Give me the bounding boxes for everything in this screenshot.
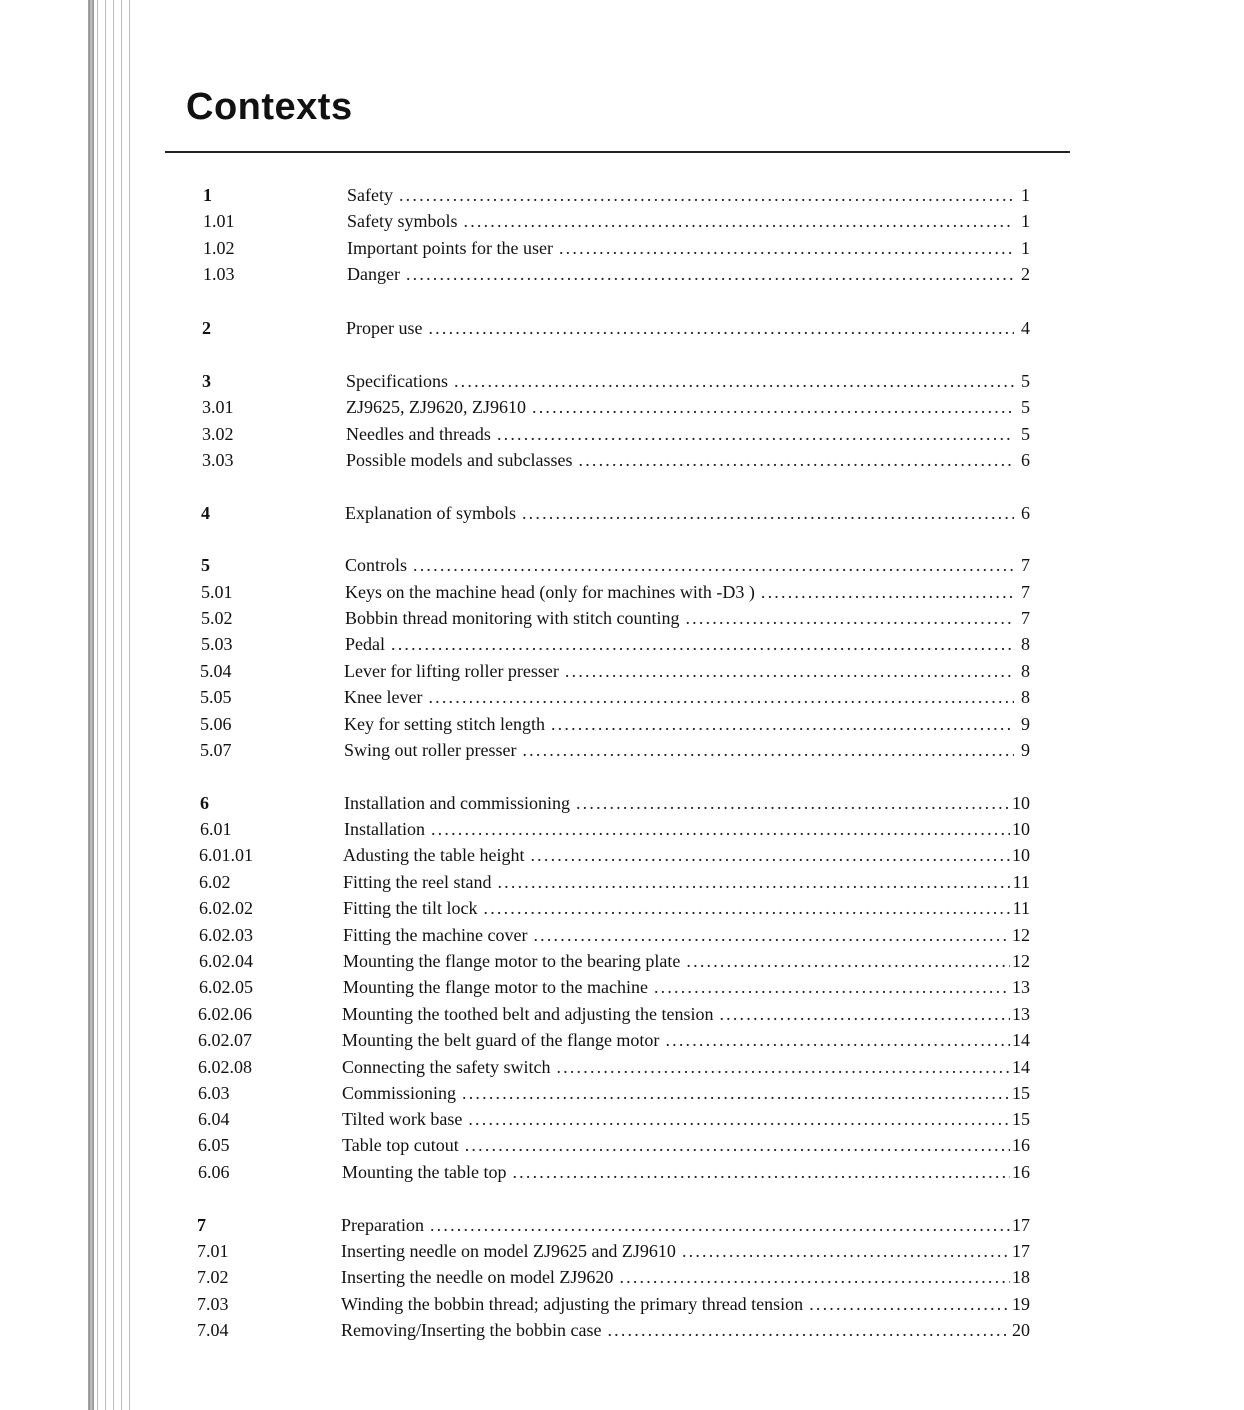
toc-page-number: 6: [1021, 503, 1030, 523]
dot-leader: [431, 817, 1010, 841]
toc-section-number: 5.06: [200, 714, 232, 734]
toc-entry: [199, 896, 1030, 920]
toc-page-number: 15: [1012, 1109, 1030, 1129]
toc-section-number: 2: [202, 318, 211, 338]
toc-section-title: Mounting the toothed belt and adjusting the tension: [342, 1004, 714, 1024]
toc-entry: [199, 975, 1030, 999]
toc-section-title: Possible models and subclasses: [346, 450, 573, 470]
toc-entry: [197, 1292, 1030, 1316]
dot-leader: [454, 369, 1014, 393]
toc-section-number: 5.01: [201, 582, 233, 602]
toc-section-title: Tilted work base: [342, 1109, 463, 1129]
dot-leader: [579, 448, 1015, 472]
dot-leader: [532, 395, 1014, 419]
toc-section-number: 7.03: [197, 1294, 229, 1314]
toc-section-title: Explanation of symbols: [345, 503, 516, 523]
toc-entry: [200, 712, 1030, 736]
dot-leader: [428, 685, 1014, 709]
toc-section-title: Connecting the safety switch: [342, 1057, 551, 1077]
dot-leader: [619, 1265, 1010, 1289]
toc-section-title: Adusting the table height: [343, 845, 525, 865]
dot-leader: [719, 1002, 1010, 1026]
toc-entry: [197, 1265, 1030, 1289]
toc-entry: [197, 1213, 1030, 1237]
toc-entry: [202, 422, 1030, 446]
toc-page-number: 8: [1021, 634, 1030, 654]
dot-leader: [809, 1292, 1010, 1316]
toc-section-number: 7.04: [197, 1320, 229, 1340]
toc-section-number: 5.02: [201, 608, 233, 628]
toc-section-number: 6.02.02: [199, 898, 253, 918]
toc-page-number: 19: [1012, 1294, 1030, 1314]
dot-leader: [686, 949, 1010, 973]
toc-section-number: 6.03: [198, 1083, 230, 1103]
toc-section-number: 3.01: [202, 397, 234, 417]
toc-page-number: 5: [1021, 397, 1030, 417]
toc-section-title: Removing/Inserting the bobbin case: [341, 1320, 602, 1340]
toc-entry: [201, 501, 1030, 525]
toc-section-number: 3: [202, 371, 211, 391]
toc-section-title: Lever for lifting roller presser: [344, 661, 559, 681]
toc-page-number: 13: [1012, 1004, 1030, 1024]
toc-entry: [198, 1055, 1030, 1079]
toc-page-number: 20: [1012, 1320, 1030, 1340]
toc-section-title: Specifications: [346, 371, 448, 391]
toc-page-number: 1: [1021, 211, 1030, 231]
toc-section-title: Danger: [347, 264, 400, 284]
toc-page-number: 2: [1021, 264, 1030, 284]
toc-page-number: 18: [1012, 1267, 1030, 1287]
page-title: Contexts: [186, 86, 353, 128]
dot-leader: [685, 606, 1014, 630]
toc-section-title: Pedal: [345, 634, 385, 654]
toc-page-number: 11: [1012, 872, 1030, 892]
toc-section-number: 4: [201, 503, 210, 523]
toc-section-number: 6.05: [198, 1135, 230, 1155]
toc-entry: [200, 791, 1030, 815]
toc-section-number: 6.02.03: [199, 925, 253, 945]
toc-page-number: 5: [1021, 424, 1030, 444]
toc-entry: [198, 1028, 1030, 1052]
toc-section-number: 1.01: [203, 211, 235, 231]
dot-leader: [462, 1081, 1010, 1105]
dot-leader: [761, 580, 1014, 604]
toc-entry: [201, 632, 1030, 656]
toc-entry: [203, 236, 1030, 260]
toc-section-number: 1: [203, 185, 212, 205]
toc-section-title: Safety: [347, 185, 393, 205]
toc-section-number: 3.02: [202, 424, 234, 444]
toc-entry: [202, 448, 1030, 472]
toc-page-number: 10: [1012, 819, 1030, 839]
toc-section-number: 5.03: [201, 634, 233, 654]
toc-entry: [198, 1160, 1030, 1184]
toc-section-title: Knee lever: [344, 687, 423, 707]
toc-entry: [201, 606, 1030, 630]
dot-leader: [530, 843, 1010, 867]
toc-entry: [202, 369, 1030, 393]
toc-page-number: 12: [1012, 951, 1030, 971]
dot-leader: [607, 1318, 1010, 1342]
toc-section-title: Keys on the machine head (only for machines with -D3 ): [345, 582, 755, 602]
toc-section-title: Preparation: [341, 1215, 424, 1235]
toc-section-title: Mounting the belt guard of the flange motor: [342, 1030, 660, 1050]
toc-section-number: 6.02.07: [198, 1030, 252, 1050]
toc-page-number: 7: [1021, 555, 1030, 575]
toc-entry: [203, 183, 1030, 207]
toc-entry: [200, 659, 1030, 683]
toc-section-title: Inserting the needle on model ZJ9620: [341, 1267, 614, 1287]
toc-entry: [198, 1133, 1030, 1157]
toc-section-number: 6.01: [200, 819, 232, 839]
toc-section-title: Mounting the flange motor to the machine: [343, 977, 648, 997]
toc-section-number: 5.04: [200, 661, 232, 681]
toc-page-number: 10: [1012, 793, 1030, 813]
dot-leader: [654, 975, 1010, 999]
toc-section-title: Swing out roller presser: [344, 740, 517, 760]
toc-page-number: 11: [1012, 898, 1030, 918]
toc-section-title: Installation: [344, 819, 425, 839]
toc-page-number: 5: [1021, 371, 1030, 391]
toc-entry: [202, 316, 1030, 340]
dot-leader: [468, 1107, 1010, 1131]
toc-page-number: 16: [1012, 1135, 1030, 1155]
toc-entry: [199, 843, 1030, 867]
dot-leader: [551, 712, 1014, 736]
dot-leader: [565, 659, 1014, 683]
toc-section-number: 5: [201, 555, 210, 575]
dot-leader: [428, 316, 1014, 340]
toc-section-number: 1.02: [203, 238, 235, 258]
toc-section-number: 5.05: [200, 687, 232, 707]
toc-page-number: 8: [1021, 661, 1030, 681]
toc-page-number: 14: [1012, 1057, 1030, 1077]
toc-section-number: 6: [200, 793, 209, 813]
dot-leader: [576, 791, 1010, 815]
toc-entry: [200, 738, 1030, 762]
toc-section-number: 6.04: [198, 1109, 230, 1129]
dot-leader: [522, 738, 1014, 762]
dot-leader: [430, 1213, 1010, 1237]
dot-leader: [391, 632, 1014, 656]
dot-leader: [556, 1055, 1010, 1079]
toc-section-title: Commissioning: [342, 1083, 457, 1103]
toc-section-title: Installation and commissioning: [344, 793, 570, 813]
toc-section-title: Winding the bobbin thread; adjusting the primary thread tension: [341, 1294, 804, 1314]
toc-entry: [197, 1318, 1030, 1342]
toc-section-number: 6.02.08: [198, 1057, 252, 1077]
toc-section-title: Inserting needle on model ZJ9625 and ZJ9610: [341, 1241, 676, 1261]
toc-section-number: 6.02.05: [199, 977, 253, 997]
toc-page-number: 1: [1021, 238, 1030, 258]
toc-page-number: 17: [1012, 1215, 1030, 1235]
toc-section-title: Controls: [345, 555, 408, 575]
dot-leader: [522, 501, 1014, 525]
dot-leader: [484, 896, 1011, 920]
toc-page-number: 4: [1021, 318, 1030, 338]
toc-entry: [201, 553, 1030, 577]
toc-page-number: 16: [1012, 1162, 1030, 1182]
toc-page-number: 14: [1012, 1030, 1030, 1050]
toc-entry: [203, 262, 1030, 286]
dot-leader: [497, 870, 1010, 894]
toc-page-number: 8: [1021, 687, 1030, 707]
dot-leader: [497, 422, 1014, 446]
toc-section-number: 7.01: [197, 1241, 229, 1261]
toc-entry: [203, 209, 1030, 233]
dot-leader: [665, 1028, 1010, 1052]
toc-section-title: ZJ9625, ZJ9620, ZJ9610: [346, 397, 526, 417]
toc-entry: [202, 395, 1030, 419]
toc-entry: [197, 1239, 1030, 1263]
toc-page-number: 17: [1012, 1241, 1030, 1261]
toc-section-number: 7.02: [197, 1267, 229, 1287]
toc-entry: [198, 1107, 1030, 1131]
toc-section-title: Key for setting stitch length: [344, 714, 545, 734]
toc-page-number: 15: [1012, 1083, 1030, 1103]
toc-page-number: 7: [1021, 608, 1030, 628]
toc-section-title: Mounting the table top: [342, 1162, 507, 1182]
toc-section-number: 1.03: [203, 264, 235, 284]
dot-leader: [399, 183, 1014, 207]
toc-section-number: 6.06: [198, 1162, 230, 1182]
toc-section-title: Fitting the tilt lock: [343, 898, 478, 918]
toc-section-number: 6.01.01: [199, 845, 253, 865]
toc-page-number: 10: [1012, 845, 1030, 865]
toc-section-title: Mounting the flange motor to the bearing plate: [343, 951, 681, 971]
toc-page-number: 12: [1012, 925, 1030, 945]
dot-leader: [559, 236, 1014, 260]
toc-section-number: 3.03: [202, 450, 234, 470]
toc-section-title: Table top cutout: [342, 1135, 459, 1155]
toc-section-number: 5.07: [200, 740, 232, 760]
toc-section-title: Safety symbols: [347, 211, 458, 231]
toc-entry: [198, 1002, 1030, 1026]
toc-section-number: 6.02.04: [199, 951, 253, 971]
toc-entry: [200, 817, 1030, 841]
toc-page-number: 9: [1021, 740, 1030, 760]
toc-entry: [201, 580, 1030, 604]
toc-page-number: 9: [1021, 714, 1030, 734]
toc-section-title: Needles and threads: [346, 424, 491, 444]
toc-section-title: Proper use: [346, 318, 423, 338]
dot-leader: [465, 1133, 1010, 1157]
dot-leader: [464, 209, 1015, 233]
toc-section-title: Important points for the user: [347, 238, 553, 258]
toc-section-number: 6.02: [199, 872, 231, 892]
toc-section-number: 6.02.06: [198, 1004, 252, 1024]
dot-leader: [682, 1239, 1010, 1263]
toc-section-number: 7: [197, 1215, 206, 1235]
dot-leader: [512, 1160, 1010, 1184]
toc-entry: [200, 685, 1030, 709]
toc-entry: [199, 949, 1030, 973]
toc-page-number: 7: [1021, 582, 1030, 602]
toc-section-title: Fitting the machine cover: [343, 925, 528, 945]
toc-entry: [198, 1081, 1030, 1105]
toc-page-number: 13: [1012, 977, 1030, 997]
dot-leader: [406, 262, 1014, 286]
toc-page-number: 1: [1021, 185, 1030, 205]
toc-entry: [199, 923, 1030, 947]
dot-leader: [413, 553, 1014, 577]
toc-page-number: 6: [1021, 450, 1030, 470]
dot-leader: [533, 923, 1010, 947]
toc-section-title: Bobbin thread monitoring with stitch counting: [345, 608, 680, 628]
toc-entry: [199, 870, 1030, 894]
toc-section-title: Fitting the reel stand: [343, 872, 492, 892]
